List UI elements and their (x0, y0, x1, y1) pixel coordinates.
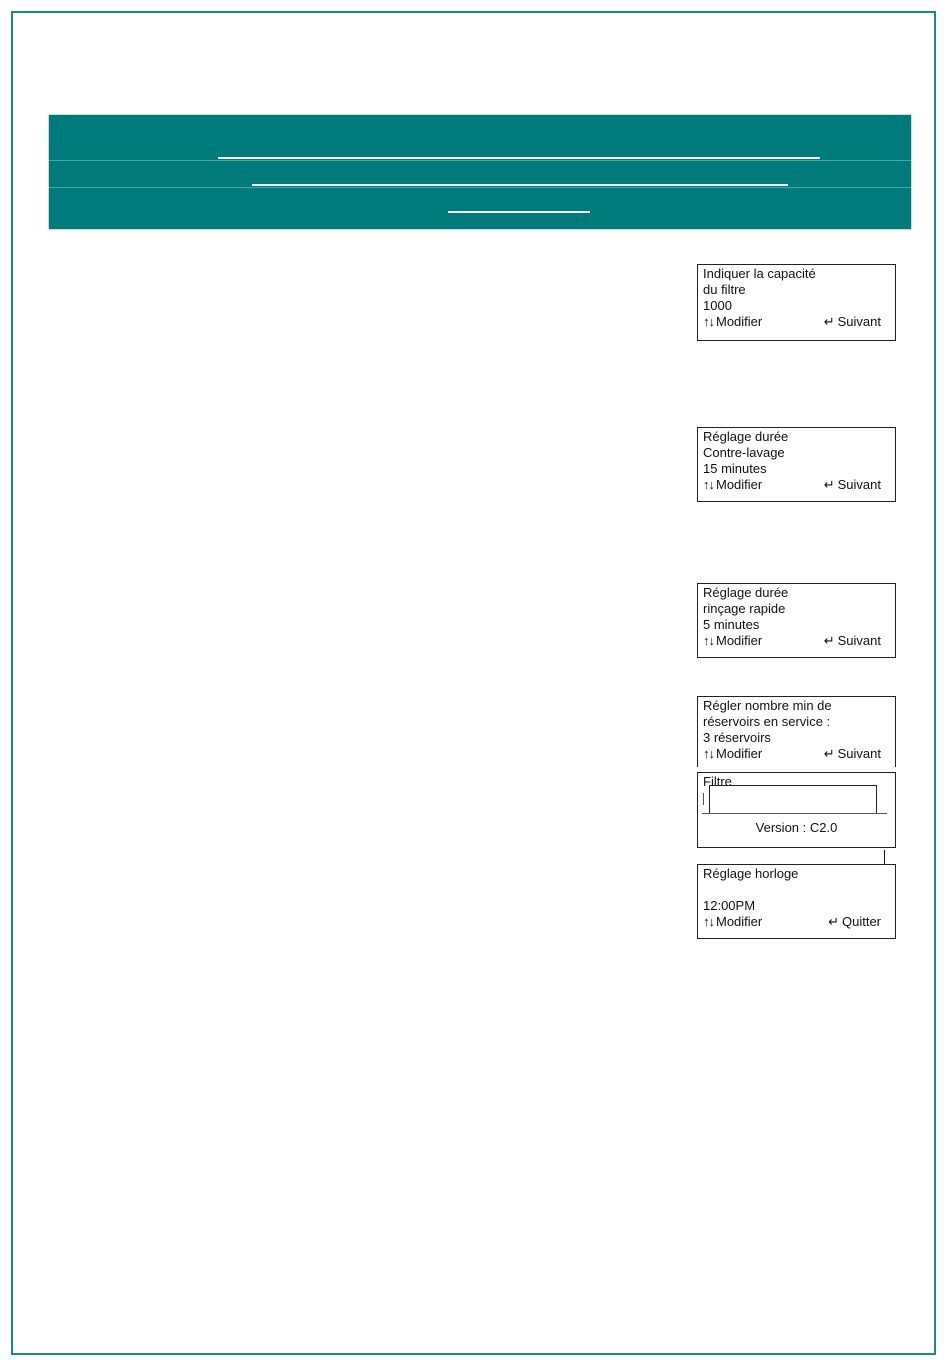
lcd-screen-clock (697, 864, 896, 939)
modify-label: Modifier (716, 746, 763, 761)
lcd-value: 3 réservoirs (703, 730, 771, 745)
header-underline (218, 157, 820, 159)
lcd-nav-row (703, 914, 895, 930)
version-label: Version : C2.0 (755, 820, 838, 835)
lcd-screen-rinse-duration (697, 583, 896, 658)
lcd-screen-status (697, 772, 896, 848)
tank-left-tick (703, 793, 704, 805)
lcd-nav-row (703, 314, 895, 330)
lcd-screen-backwash-duration (697, 427, 896, 502)
lcd-value: 5 minutes (703, 617, 760, 632)
lcd-line: rinçage rapide (703, 601, 786, 616)
enter-key-icon: ↵ (828, 914, 839, 929)
lcd-nav-row (703, 746, 895, 762)
enter-key-icon: ↵ (823, 746, 835, 761)
status-title: Filtre (703, 774, 732, 786)
lcd-line: Réglage horloge (703, 866, 799, 881)
header-underline (252, 184, 788, 186)
lcd-screen-min-tanks (697, 696, 896, 767)
lcd-line: Réglage durée (703, 429, 789, 444)
lcd-line: Régler nombre min de (703, 698, 832, 713)
lcd-value: 15 minutes (703, 461, 767, 476)
lcd-value: 1000 (703, 298, 732, 313)
enter-key-icon: ↵ (823, 477, 835, 492)
modify-label: Modifier (716, 633, 763, 648)
lcd-value: 12:00PM (703, 898, 756, 913)
enter-key-icon: ↵ (823, 314, 835, 329)
next-label: Suivant (837, 746, 881, 761)
lcd-line (703, 882, 895, 898)
filter-tank-graphic (709, 785, 877, 814)
up-down-arrows-icon: ↑↓ (703, 477, 714, 492)
lcd-line: réservoirs en service : (703, 714, 831, 729)
next-label: Suivant (837, 633, 881, 648)
lcd-line: du filtre (703, 282, 746, 297)
header-divider (49, 187, 911, 188)
header-divider (49, 160, 911, 161)
next-label: Suivant (837, 477, 881, 492)
up-down-arrows-icon: ↑↓ (703, 633, 714, 648)
header-band (48, 114, 912, 230)
modify-label: Modifier (716, 477, 763, 492)
enter-key-icon: ↵ (823, 633, 835, 648)
up-down-arrows-icon: ↑↓ (703, 914, 714, 929)
header-underline (448, 211, 590, 213)
next-label: Suivant (837, 314, 881, 329)
modify-label: Modifier (716, 914, 763, 929)
lcd-line: Réglage durée (703, 585, 789, 600)
lcd-line: Contre-lavage (703, 445, 785, 460)
lcd-nav-row (703, 633, 895, 649)
up-down-arrows-icon: ↑↓ (703, 314, 714, 329)
lcd-nav-row (703, 477, 895, 493)
up-down-arrows-icon: ↑↓ (703, 746, 714, 761)
lcd-screen-filter-capacity (697, 264, 896, 341)
lcd-line: Indiquer la capacité (703, 266, 816, 281)
tank-baseline (702, 813, 887, 814)
quit-label: Quitter (841, 914, 881, 929)
modify-label: Modifier (716, 314, 763, 329)
